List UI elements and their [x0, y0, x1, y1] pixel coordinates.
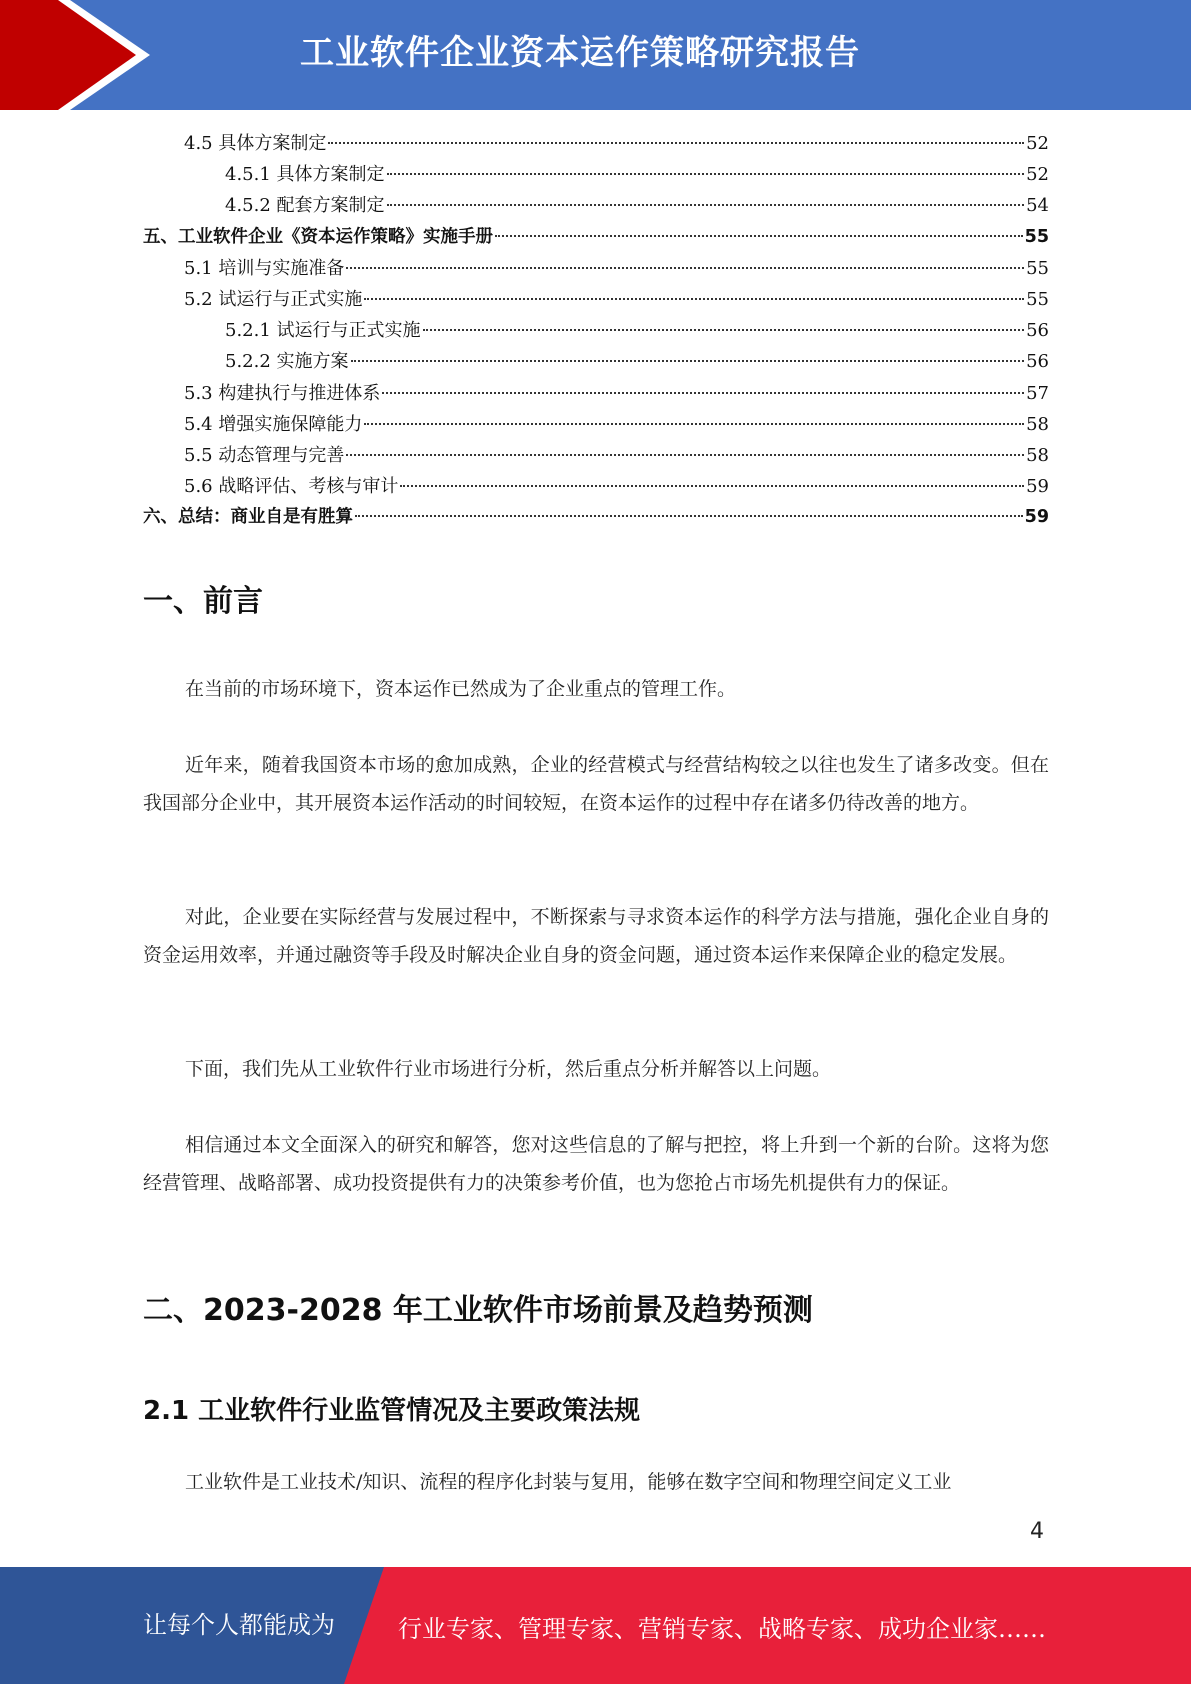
paragraph: 下面，我们先从工业软件行业市场进行分析，然后重点分析并解答以上问题。	[185, 1058, 832, 1080]
toc-entry-title: 5.4 增强实施保障能力	[184, 413, 363, 435]
toc-entry-page: 59	[1024, 507, 1049, 528]
section-heading-preface: 一、前言	[143, 584, 263, 619]
toc-entry-title: 4.5.1 具体方案制定	[225, 164, 385, 186]
toc-entry-page: 55	[1026, 257, 1049, 279]
paragraph: 在当前的市场环境下，资本运作已然成为了企业重点的管理工作。	[185, 678, 737, 700]
toc-leader-dots	[387, 173, 1025, 175]
footer-slogan-right: 行业专家、管理专家、营销专家、战略专家、成功企业家……	[398, 1615, 1046, 1643]
toc-entry-title: 5.2.1 试运行与正式实施	[225, 320, 421, 342]
toc-entry-title: 5.2 试运行与正式实施	[184, 288, 363, 310]
toc-entry-title: 5.1 培训与实施准备	[184, 257, 345, 279]
toc-entry-title: 五、工业软件企业《资本运作策略》实施手册	[143, 226, 493, 247]
toc-entry-page: 55	[1026, 288, 1049, 310]
toc-entry[interactable]	[143, 440, 1049, 471]
toc-entry[interactable]	[143, 346, 1049, 377]
paragraph: 工业软件是工业技术/知识、流程的程序化封装与复用，能够在数字空间和物理空间定义工业	[185, 1471, 952, 1493]
toc-leader-dots	[364, 298, 1024, 300]
page-number: 4	[1030, 1519, 1044, 1544]
toc-entry-title: 4.5 具体方案制定	[184, 133, 327, 154]
toc-entry-title: 5.5 动态管理与完善	[184, 444, 345, 466]
toc-entry[interactable]	[143, 190, 1049, 221]
paragraph: 对此，企业要在实际经营与发展过程中，不断探索与寻求资本运作的科学方法与措施，强化企业自身的资金运用效率，并通过融资等手段及时解决企业自身的资金问题，通过资本运作来保障企业的稳定发展。	[143, 906, 1049, 966]
page-header	[0, 0, 1191, 110]
toc-leader-dots	[355, 515, 1023, 517]
toc-entry-page: 59	[1026, 476, 1049, 498]
toc-entry-title: 5.2.2 实施方案	[225, 351, 349, 373]
toc-entry-page: 57	[1026, 382, 1049, 404]
toc-entry-page: 55	[1024, 226, 1049, 247]
toc-entry-title: 5.6 战略评估、考核与审计	[184, 476, 399, 498]
toc-leader-dots	[346, 267, 1024, 269]
toc-leader-dots	[495, 235, 1023, 237]
toc-entry-page: 54	[1026, 195, 1049, 217]
toc-entry-title: 六、总结：商业自是有胜算	[143, 507, 353, 528]
paragraph: 近年来，随着我国资本市场的愈加成熟，企业的经营模式与经营结构较之以往也发生了诸多改变。但在我国部分企业中，其开展资本运作活动的时间较短，在资本运作的过程中存在诸多仍待改善的地方。	[143, 754, 1049, 814]
toc-entry-page: 56	[1026, 320, 1049, 342]
page-footer	[0, 1567, 1191, 1684]
toc-entry[interactable]	[143, 222, 1049, 253]
report-title: 工业软件企业资本运作策略研究报告	[300, 33, 860, 73]
toc-entry-page: 52	[1026, 164, 1049, 186]
toc-entry[interactable]	[143, 378, 1049, 409]
toc-entry[interactable]	[143, 409, 1049, 440]
toc-entry[interactable]	[143, 315, 1049, 346]
toc-leader-dots	[423, 329, 1025, 331]
toc-entry[interactable]	[143, 253, 1049, 284]
subsection-heading-regulation: 2.1 工业软件行业监管情况及主要政策法规	[143, 1396, 641, 1426]
table-of-contents	[143, 128, 1049, 533]
toc-entry[interactable]	[143, 284, 1049, 315]
paragraph: 相信通过本文全面深入的研究和解答，您对这些信息的了解与把控，将上升到一个新的台阶。这将为您经营管理、战略部署、成功投资提供有力的决策参考价值，也为您抢占市场先机提供有力的保证。	[143, 1134, 1049, 1194]
toc-entry-title: 4.5.2 配套方案制定	[225, 195, 385, 217]
toc-entry-page: 56	[1026, 351, 1049, 373]
toc-leader-dots	[400, 485, 1024, 487]
toc-leader-dots	[351, 360, 1025, 362]
toc-entry[interactable]	[143, 471, 1049, 502]
toc-entry[interactable]	[143, 159, 1049, 190]
toc-entry[interactable]	[143, 502, 1049, 533]
toc-entry-title: 5.3 构建执行与推进体系	[184, 382, 381, 404]
toc-entry-page: 52	[1026, 133, 1049, 154]
toc-leader-dots	[387, 204, 1025, 206]
header-chevron-decoration	[0, 0, 160, 110]
footer-slogan-left: 让每个人都能成为	[143, 1611, 335, 1639]
toc-entry-page: 58	[1026, 413, 1049, 435]
toc-leader-dots	[382, 392, 1024, 394]
toc-leader-dots	[346, 454, 1024, 456]
toc-entry-page: 58	[1026, 444, 1049, 466]
toc-leader-dots	[328, 142, 1024, 144]
section-heading-market-forecast: 二、2023-2028 年工业软件市场前景及趋势预测	[143, 1293, 813, 1328]
toc-entry[interactable]	[143, 128, 1049, 159]
toc-leader-dots	[364, 423, 1024, 425]
